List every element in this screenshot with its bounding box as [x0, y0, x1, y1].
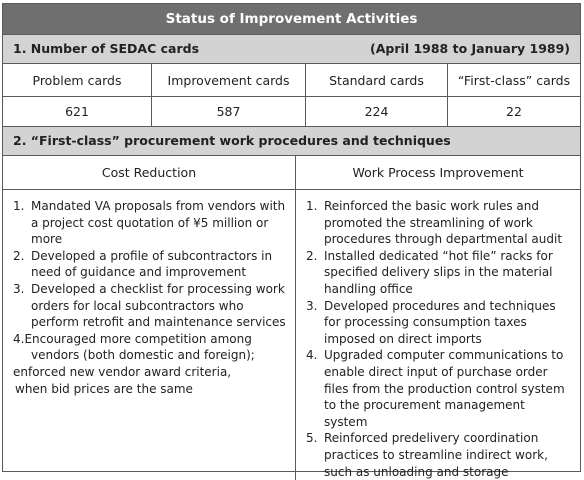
cost-reduction-heading: Cost Reduction — [3, 156, 296, 189]
item-text: Reinforced predelivery coordination practices to streamline indirect work, such as unloading and storage — [324, 431, 548, 479]
cost-reduction-list — [3, 190, 296, 480]
item-number: 1. — [13, 199, 25, 213]
table-title: Status of Improvement Activities — [3, 4, 580, 35]
item-number: 4. — [306, 348, 318, 363]
list-item — [306, 347, 572, 430]
section-1-heading: 1. Number of SEDAC cards — [13, 41, 200, 56]
item-text: Developed a profile of subcontractors in need of guidance and improvement — [31, 248, 273, 280]
column-header-standard-cards: Standard cards — [306, 64, 448, 97]
work-process-improvement-heading: Work Process Improvement — [352, 165, 524, 180]
list-item — [306, 430, 572, 480]
section-2-lists — [3, 190, 580, 479]
list-item — [13, 281, 287, 331]
item-text: Mandated VA proposals from vendors with a project cost quotation of ¥5 million or more — [31, 199, 286, 247]
improvement-activities-table — [2, 3, 581, 479]
list-item — [306, 248, 572, 298]
sedac-cards-grid — [3, 64, 580, 127]
section-1-header — [3, 35, 580, 64]
column-header-first-class-cards: “First-class” cards — [448, 64, 580, 97]
item-text: Developed procedures and techniques for processing consumption taxes imposed on direct imports — [324, 298, 556, 346]
item-number: 3. — [13, 281, 25, 296]
section-2-header — [3, 127, 580, 156]
item-4-line-2: vendors (both domestic and foreign); — [31, 348, 255, 363]
section-1-period: (April 1988 to January 1989) — [370, 41, 570, 56]
list-item — [13, 248, 287, 281]
list-item — [306, 198, 572, 248]
item-4-line-4: when bid prices are the same — [15, 381, 193, 396]
section-2-column-headers — [3, 156, 580, 190]
value-improvement-cards: 587 — [152, 97, 306, 127]
item-text: Reinforced the basic work rules and promoted the streamlining of work procedures through departmental audit — [324, 199, 563, 247]
item-text: Upgraded computer communications to enable direct input of purchase order files from the production control system to the procurement management system — [324, 348, 565, 429]
list-item-4 — [13, 331, 287, 397]
item-4-line-3: enforced new vendor award criteria, — [13, 364, 232, 379]
work-process-improvement-list — [296, 190, 580, 480]
value-standard-cards: 224 — [306, 97, 448, 127]
item-number: 3. — [306, 298, 318, 313]
item-text: Installed dedicated “hot file” racks for specified delivery slips in the material handling office — [324, 248, 553, 296]
value-problem-cards: 621 — [3, 97, 152, 127]
item-number: 1. — [306, 199, 318, 213]
list-item — [13, 198, 287, 248]
section-2-heading: 2. “First-class” procurement work procedures and techniques — [13, 133, 451, 148]
item-number: 2. — [13, 248, 25, 263]
list-item — [306, 298, 572, 348]
item-4-line-1: 4.Encouraged more competition among — [13, 331, 252, 346]
item-text: Developed a checklist for processing work orders for local subcontractors who perform retrofit and maintenance services — [31, 281, 286, 330]
column-header-improvement-cards: Improvement cards — [152, 64, 306, 97]
value-first-class-cards: 22 — [448, 97, 580, 127]
column-header-problem-cards: Problem cards — [3, 64, 152, 97]
item-number: 5. — [306, 431, 318, 446]
item-number: 2. — [306, 248, 318, 263]
